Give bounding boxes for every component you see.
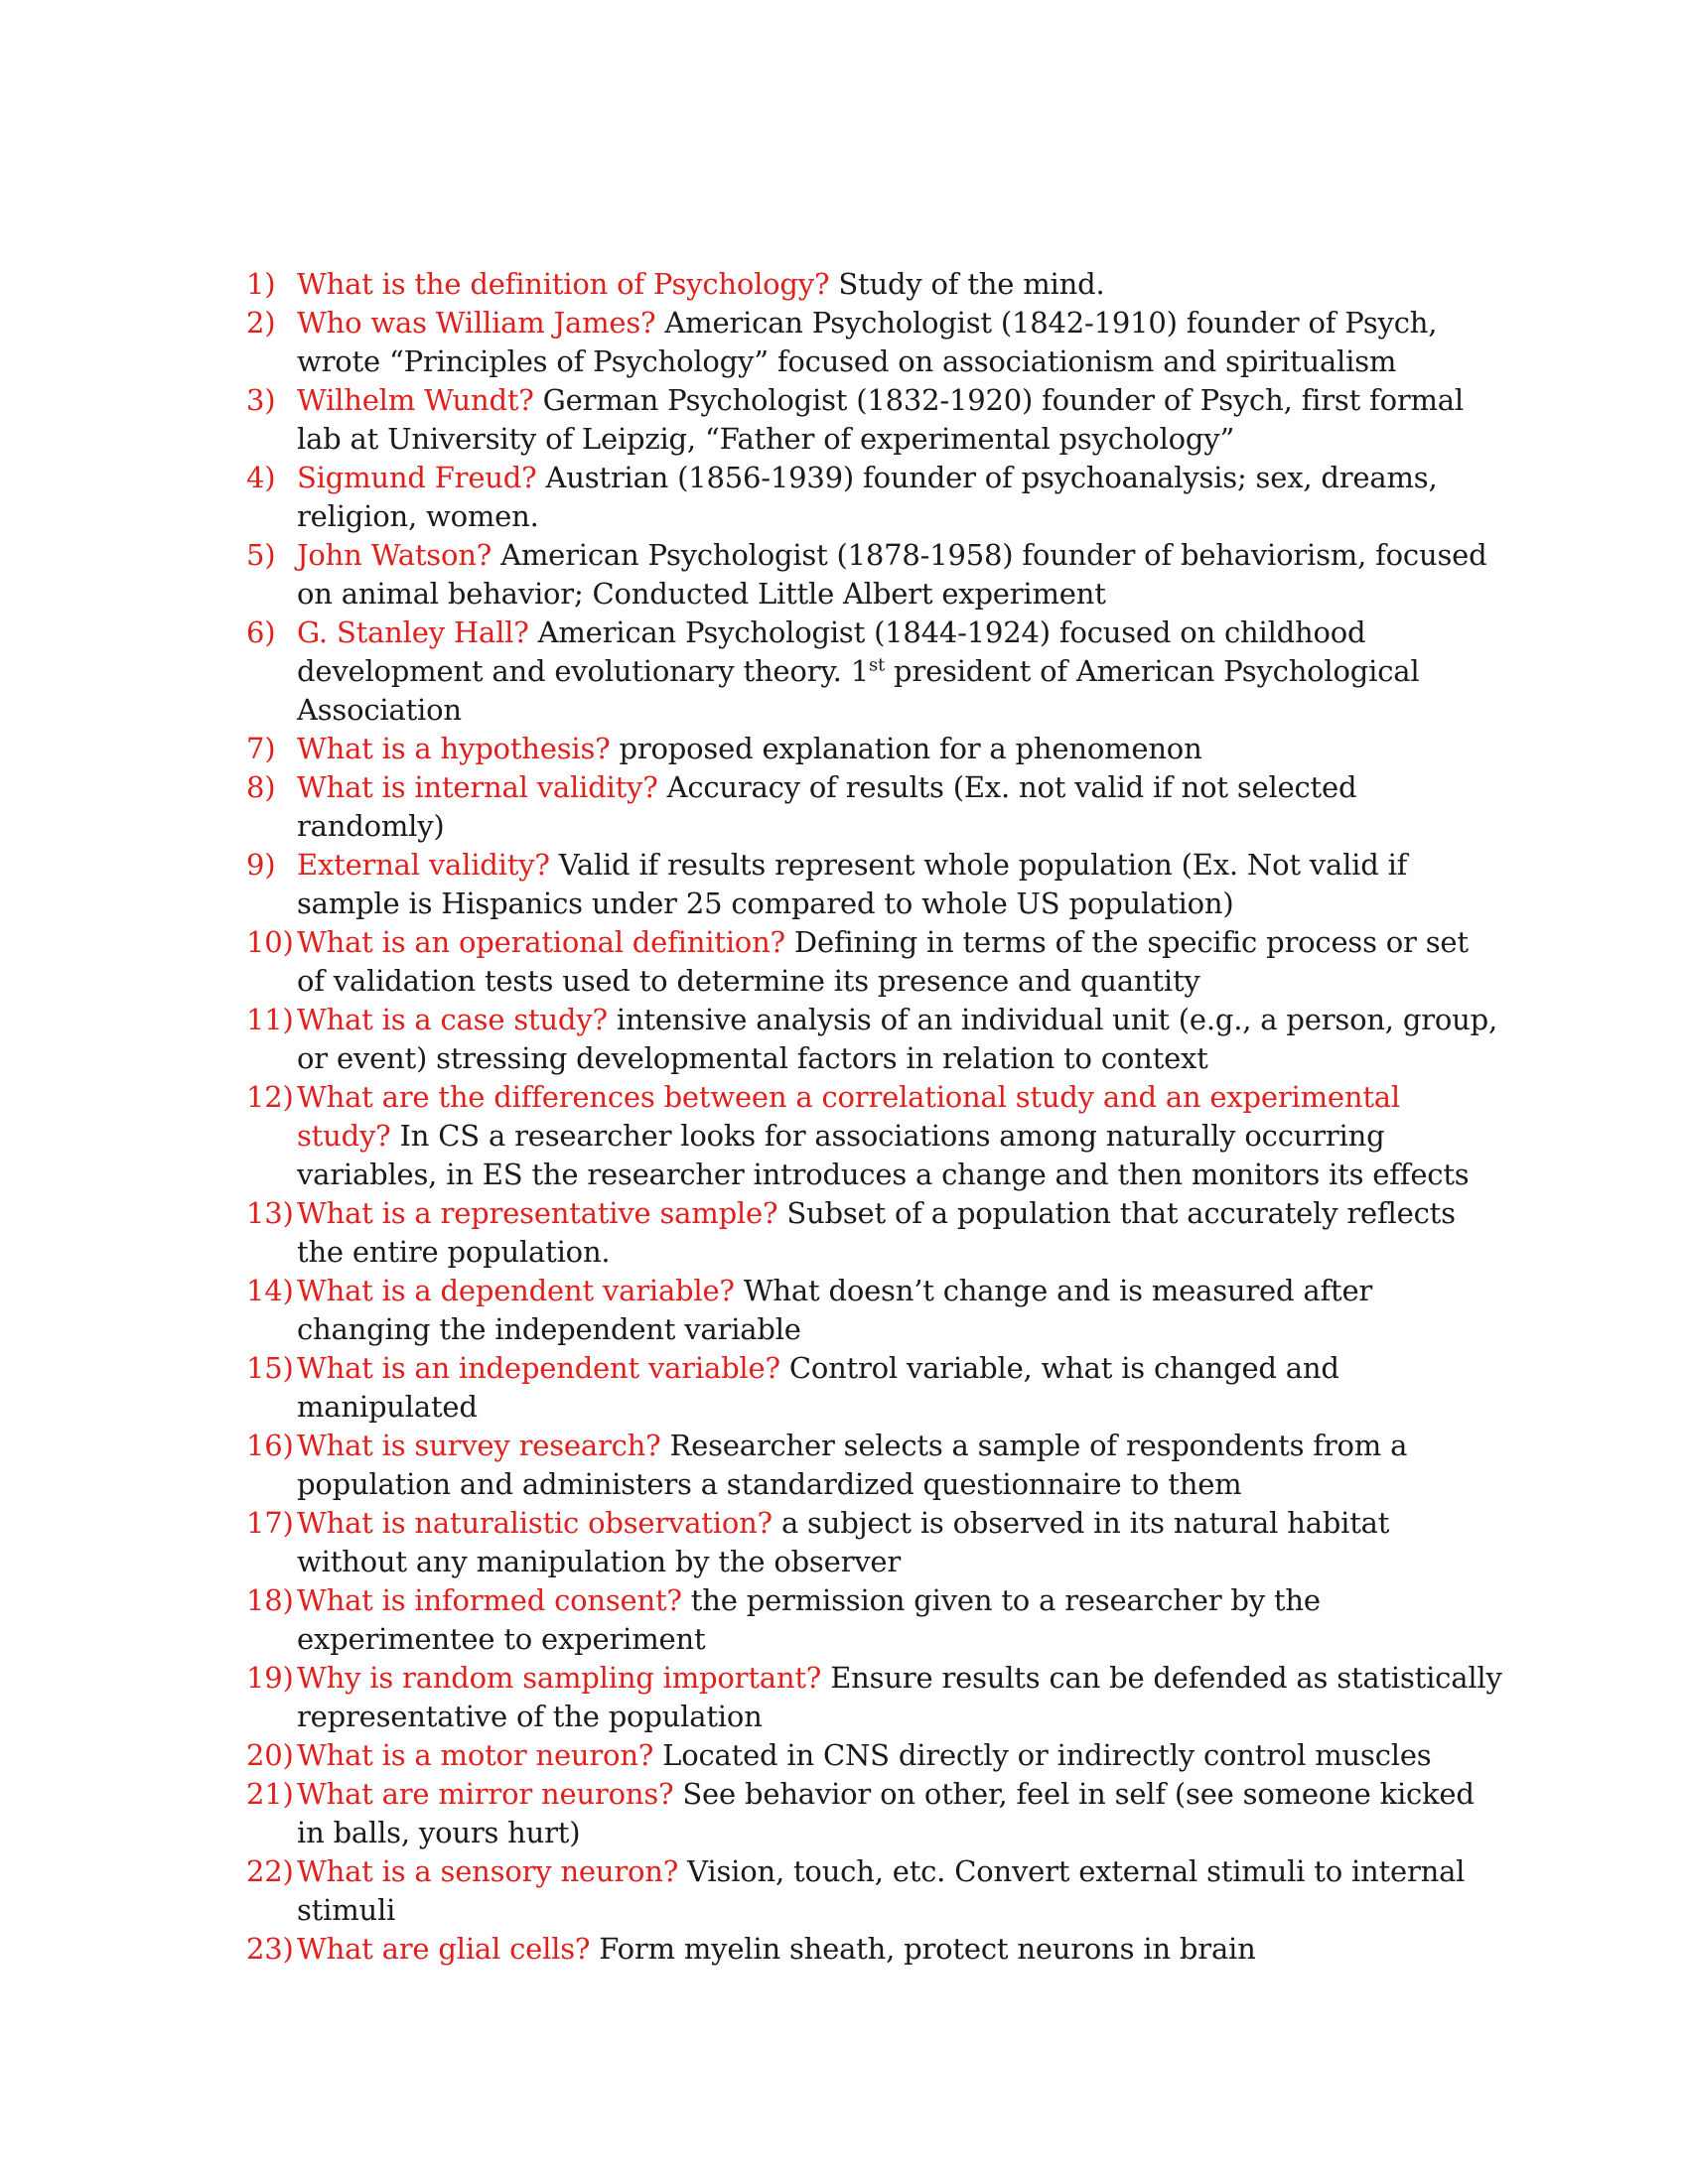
list-item [246,1581,1502,1659]
item-number: 13) [246,1196,294,1230]
list-item [246,1930,1502,1969]
question-text: Sigmund Freud? [297,461,537,494]
list-item [246,536,1502,614]
list-item [246,304,1502,381]
item-number: 22) [246,1854,294,1888]
item-number: 3) [246,383,276,417]
item-number: 8) [246,770,276,804]
question-text: What is a sensory neuron? [297,1854,679,1888]
question-text: What are the differences between a correlational study and an experimental study? [297,1080,1400,1153]
list-item [246,1775,1502,1852]
list-item [246,1349,1502,1427]
list-item [246,1078,1502,1194]
answer-text: proposed explanation for a phenomenon [610,732,1202,765]
item-number: 18) [246,1583,294,1617]
question-text: What is survey research? [297,1429,661,1462]
question-text: Wilhelm Wundt? [297,383,534,417]
list-item [246,768,1502,846]
item-number: 4) [246,461,276,494]
item-number: 1) [246,267,276,301]
question-text: What are mirror neurons? [297,1777,674,1811]
item-number: 6) [246,615,276,649]
list-item [246,1427,1502,1504]
answer-text: Austrian (1856-1939) founder of psychoanalysis; sex, dreams, religion, women. [297,461,1438,533]
question-text: What is a dependent variable? [297,1274,735,1307]
item-number: 19) [246,1661,294,1695]
list-item [246,1272,1502,1349]
item-number: 9) [246,848,276,882]
list-item [246,923,1502,1001]
question-text: What is a hypothesis? [297,732,611,765]
answer-text: Accuracy of results (Ex. not valid if not selected randomly) [297,770,1357,843]
answer-text: Vision, touch, etc. Convert external stimuli to internal stimuli [297,1854,1466,1927]
question-text: What is the definition of Psychology? [297,267,830,301]
question-text: John Watson? [297,538,492,572]
question-text: What is an operational definition? [297,925,785,959]
list-item [246,846,1502,923]
item-number: 17) [246,1506,294,1540]
answer-text: See behavior on other, feel in self (see someone kicked in balls, yours hurt) [297,1777,1475,1849]
question-text: Who was William James? [297,306,656,340]
answer-text: Ensure results can be defended as statistically representative of the population [297,1661,1502,1733]
question-text: What is naturalistic observation? [297,1506,773,1540]
question-text: G. Stanley Hall? [297,615,529,649]
item-number: 21) [246,1777,294,1811]
question-text: What is a motor neuron? [297,1738,654,1772]
answer-text: Located in CNS directly or indirectly control muscles [653,1738,1432,1772]
question-text: What are glial cells? [297,1932,591,1966]
answer-text: American Psychologist (1842-1910) founder of Psych, wrote “Principles of Psychology” focused on associationism and spiritualism [297,306,1438,378]
answer-text: Control variable, what is changed and manipulated [297,1351,1339,1424]
answer-text: a subject is observed in its natural habitat without any manipulation by the observer [297,1506,1390,1578]
answer-text: Researcher selects a sample of respondents from a population and administers a standardized questionnaire to them [297,1429,1408,1501]
list-item [246,381,1502,459]
answer-text: German Psychologist (1832-1920) founder of Psych, first formal lab at University of Leipzig, “Father of experimental psychology” [297,383,1464,456]
list-item [246,1504,1502,1581]
answer-text: Study of the mind. [829,267,1105,301]
question-text: External validity? [297,848,550,882]
question-text: What is internal validity? [297,770,658,804]
list-item [246,459,1502,536]
ordinal-suffix: st [868,654,886,676]
answer-text: the permission given to a researcher by the experimentee to experiment [297,1583,1321,1656]
answer-text: American Psychologist (1878-1958) founder of behaviorism, focused on animal behavior; Conducted Little Albert experiment [297,538,1487,611]
item-number: 12) [246,1080,294,1114]
item-number: 23) [246,1932,294,1966]
list-item [246,265,1502,304]
list-item [246,1194,1502,1272]
answer-text: American Psychologist (1844-1924) focused on childhood development and evolutionary theory. 1 [297,615,1366,688]
answer-text: intensive analysis of an individual unit (e.g., a person, group, or event) stressing developmental factors in relation to context [297,1003,1497,1075]
item-number: 10) [246,925,294,959]
question-text: What is an independent variable? [297,1351,780,1385]
answer-text: Valid if results represent whole population (Ex. Not valid if sample is Hispanics under 25 compared to whole US population) [297,848,1408,920]
answer-text: Form myelin sheath, protect neurons in brain [590,1932,1256,1966]
list-item [246,730,1502,768]
item-number: 5) [246,538,276,572]
item-number: 15) [246,1351,294,1385]
item-number: 11) [246,1003,294,1036]
item-number: 20) [246,1738,294,1772]
list-item [246,1736,1502,1775]
list-item [246,1001,1502,1078]
question-text: What is a case study? [297,1003,608,1036]
answer-text: What doesn’t change and is measured after changing the independent variable [297,1274,1373,1346]
question-text: What is informed consent? [297,1583,682,1617]
list-item [246,1659,1502,1736]
item-number: 14) [246,1274,294,1307]
answer-text: Subset of a population that accurately reflects the entire population. [297,1196,1456,1269]
answer-text: Defining in terms of the specific process or set of validation tests used to determine its presence and quantity [297,925,1469,998]
qa-list [246,265,1502,1969]
list-item [246,1852,1502,1930]
item-number: 16) [246,1429,294,1462]
answer-text: In CS a researcher looks for associations among naturally occurring variables, in ES the researcher introduces a change and then monitors its effects [297,1119,1470,1191]
question-text: What is a representative sample? [297,1196,778,1230]
item-number: 2) [246,306,276,340]
answer-text-continued: president of American Psychological Association [297,654,1420,727]
item-number: 7) [246,732,276,765]
question-text: Why is random sampling important? [297,1661,822,1695]
list-item [246,614,1502,730]
